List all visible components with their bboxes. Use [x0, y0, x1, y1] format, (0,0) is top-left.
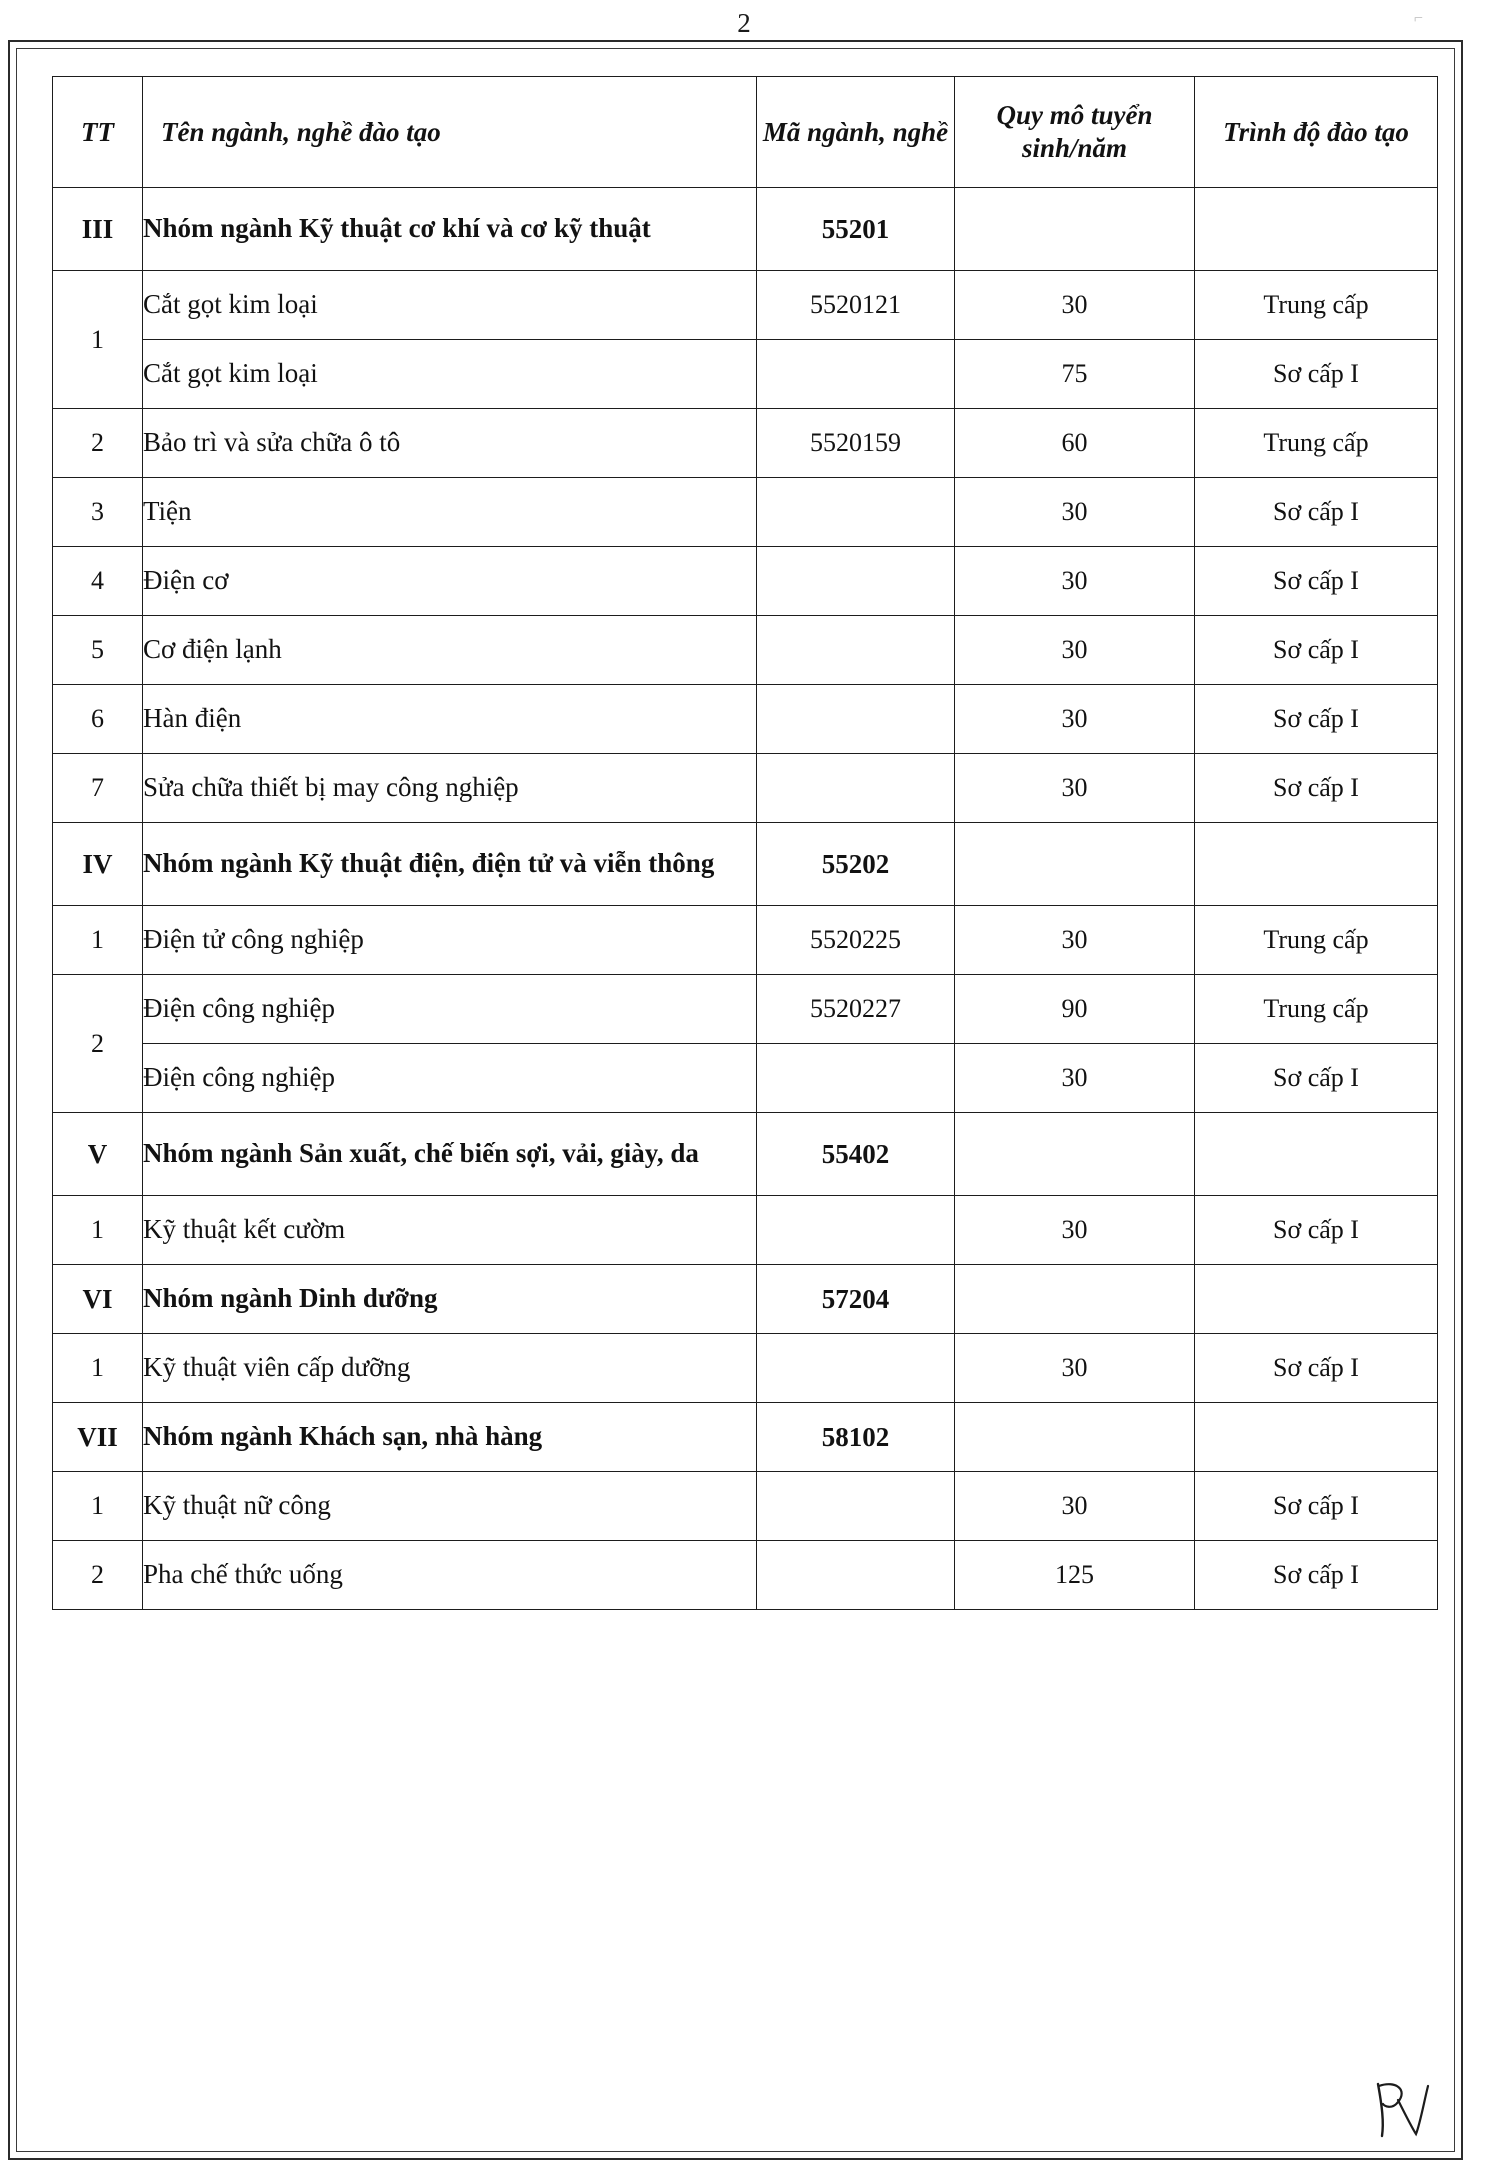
- cell-tt: 3: [53, 478, 143, 547]
- cell-program-code: [757, 1472, 955, 1541]
- cell-program-code: 58102: [757, 1403, 955, 1472]
- table-row: [53, 685, 1438, 754]
- table-header-row: [53, 77, 1438, 188]
- cell-tt: VII: [53, 1403, 143, 1472]
- cell-program-name: Điện tử công nghiệp: [143, 906, 757, 975]
- table-row: [53, 975, 1438, 1044]
- cell-tt: 2: [53, 1541, 143, 1610]
- admissions-table-container: [52, 76, 1437, 1610]
- page-number: 2: [737, 8, 751, 38]
- cell-program-name: Cắt gọt kim loại: [143, 271, 757, 340]
- cell-quota: 30: [955, 1196, 1195, 1265]
- cell-tt: 1: [53, 271, 143, 409]
- cell-program-code: [757, 340, 955, 409]
- cell-quota: 30: [955, 1044, 1195, 1113]
- cell-tt: 6: [53, 685, 143, 754]
- table-row: [53, 1196, 1438, 1265]
- cell-quota: 30: [955, 478, 1195, 547]
- scan-mark-icon: ⌐: [1414, 10, 1424, 27]
- cell-program-name: Kỹ thuật viên cấp dưỡng: [143, 1334, 757, 1403]
- cell-tt: 1: [53, 1472, 143, 1541]
- cell-tt: IV: [53, 823, 143, 906]
- admissions-table: [52, 76, 1438, 1610]
- cell-program-code: 5520121: [757, 271, 955, 340]
- table-row: [53, 409, 1438, 478]
- cell-quota: 60: [955, 409, 1195, 478]
- cell-quota: [955, 1113, 1195, 1196]
- cell-program-name: Kỹ thuật kết cườm: [143, 1196, 757, 1265]
- column-header-code: Mã ngành, nghề: [757, 77, 955, 188]
- cell-level: Trung cấp: [1195, 409, 1438, 478]
- cell-program-name: Nhóm ngành Sản xuất, chế biến sợi, vải, giày, da: [143, 1113, 757, 1196]
- cell-program-code: 55201: [757, 188, 955, 271]
- cell-program-code: [757, 1541, 955, 1610]
- cell-quota: 30: [955, 547, 1195, 616]
- cell-quota: [955, 1265, 1195, 1334]
- cell-program-name: Sửa chữa thiết bị may công nghiệp: [143, 754, 757, 823]
- cell-level: [1195, 823, 1438, 906]
- cell-level: Sơ cấp I: [1195, 1196, 1438, 1265]
- cell-program-name: Bảo trì và sửa chữa ô tô: [143, 409, 757, 478]
- cell-level: Sơ cấp I: [1195, 1541, 1438, 1610]
- cell-level: Trung cấp: [1195, 271, 1438, 340]
- cell-program-code: [757, 616, 955, 685]
- cell-quota: 30: [955, 1472, 1195, 1541]
- cell-tt: III: [53, 188, 143, 271]
- table-row: [53, 1265, 1438, 1334]
- cell-tt: 1: [53, 1196, 143, 1265]
- table-row: [53, 906, 1438, 975]
- cell-quota: 30: [955, 754, 1195, 823]
- cell-quota: 90: [955, 975, 1195, 1044]
- cell-level: Sơ cấp I: [1195, 685, 1438, 754]
- column-header-name: Tên ngành, nghề đào tạo: [143, 77, 757, 188]
- cell-level: Sơ cấp I: [1195, 478, 1438, 547]
- cell-quota: 30: [955, 271, 1195, 340]
- cell-program-code: 5520159: [757, 409, 955, 478]
- cell-program-name: Nhóm ngành Kỹ thuật điện, điện tử và viễn thông: [143, 823, 757, 906]
- cell-program-name: Tiện: [143, 478, 757, 547]
- cell-quota: 30: [955, 906, 1195, 975]
- cell-program-name: Cắt gọt kim loại: [143, 340, 757, 409]
- cell-tt: VI: [53, 1265, 143, 1334]
- cell-level: Sơ cấp I: [1195, 754, 1438, 823]
- cell-program-code: [757, 1196, 955, 1265]
- cell-program-code: [757, 754, 955, 823]
- cell-tt: 2: [53, 975, 143, 1113]
- cell-tt: 7: [53, 754, 143, 823]
- table-row: [53, 188, 1438, 271]
- cell-level: Sơ cấp I: [1195, 547, 1438, 616]
- cell-program-name: Cơ điện lạnh: [143, 616, 757, 685]
- cell-level: Sơ cấp I: [1195, 616, 1438, 685]
- cell-program-name: Kỹ thuật nữ công: [143, 1472, 757, 1541]
- cell-tt: V: [53, 1113, 143, 1196]
- table-row: [53, 616, 1438, 685]
- cell-program-name: Điện công nghiệp: [143, 1044, 757, 1113]
- table-row: [53, 823, 1438, 906]
- cell-program-code: 5520227: [757, 975, 955, 1044]
- table-row: [53, 1541, 1438, 1610]
- cell-level: Trung cấp: [1195, 975, 1438, 1044]
- cell-level: [1195, 188, 1438, 271]
- cell-quota: [955, 188, 1195, 271]
- cell-level: Sơ cấp I: [1195, 1044, 1438, 1113]
- table-row: [53, 547, 1438, 616]
- cell-program-name: Nhóm ngành Dinh dưỡng: [143, 1265, 757, 1334]
- table-row: [53, 754, 1438, 823]
- cell-program-name: Nhóm ngành Kỹ thuật cơ khí và cơ kỹ thuật: [143, 188, 757, 271]
- cell-program-code: 5520225: [757, 906, 955, 975]
- table-row: [53, 1403, 1438, 1472]
- cell-quota: [955, 1403, 1195, 1472]
- cell-level: [1195, 1113, 1438, 1196]
- column-header-quota: Quy mô tuyển sinh/năm: [955, 77, 1195, 188]
- cell-quota: [955, 823, 1195, 906]
- table-body: [53, 188, 1438, 1610]
- column-header-tt: TT: [53, 77, 143, 188]
- cell-tt: 1: [53, 1334, 143, 1403]
- cell-tt: 1: [53, 906, 143, 975]
- table-row: [53, 478, 1438, 547]
- cell-level: Sơ cấp I: [1195, 1472, 1438, 1541]
- cell-quota: 75: [955, 340, 1195, 409]
- cell-program-name: Nhóm ngành Khách sạn, nhà hàng: [143, 1403, 757, 1472]
- cell-tt: 2: [53, 409, 143, 478]
- cell-tt: 5: [53, 616, 143, 685]
- cell-quota: 30: [955, 1334, 1195, 1403]
- cell-level: Sơ cấp I: [1195, 340, 1438, 409]
- table-row: [53, 1472, 1438, 1541]
- cell-program-code: [757, 547, 955, 616]
- cell-level: Trung cấp: [1195, 906, 1438, 975]
- cell-program-name: Pha chế thức uống: [143, 1541, 757, 1610]
- table-row: [53, 271, 1438, 340]
- cell-level: Sơ cấp I: [1195, 1334, 1438, 1403]
- table-row: [53, 340, 1438, 409]
- table-row: [53, 1334, 1438, 1403]
- table-row: [53, 1113, 1438, 1196]
- cell-program-code: [757, 478, 955, 547]
- cell-level: [1195, 1403, 1438, 1472]
- column-header-level: Trình độ đào tạo: [1195, 77, 1438, 188]
- cell-quota: 125: [955, 1541, 1195, 1610]
- cell-program-code: 55402: [757, 1113, 955, 1196]
- cell-quota: 30: [955, 616, 1195, 685]
- cell-quota: 30: [955, 685, 1195, 754]
- cell-level: [1195, 1265, 1438, 1334]
- cell-tt: 4: [53, 547, 143, 616]
- cell-program-code: [757, 685, 955, 754]
- cell-program-name: Điện cơ: [143, 547, 757, 616]
- table-row: [53, 1044, 1438, 1113]
- cell-program-code: 55202: [757, 823, 955, 906]
- cell-program-name: Hàn điện: [143, 685, 757, 754]
- cell-program-code: [757, 1334, 955, 1403]
- cell-program-code: [757, 1044, 955, 1113]
- cell-program-name: Điện công nghiệp: [143, 975, 757, 1044]
- cell-program-code: 57204: [757, 1265, 955, 1334]
